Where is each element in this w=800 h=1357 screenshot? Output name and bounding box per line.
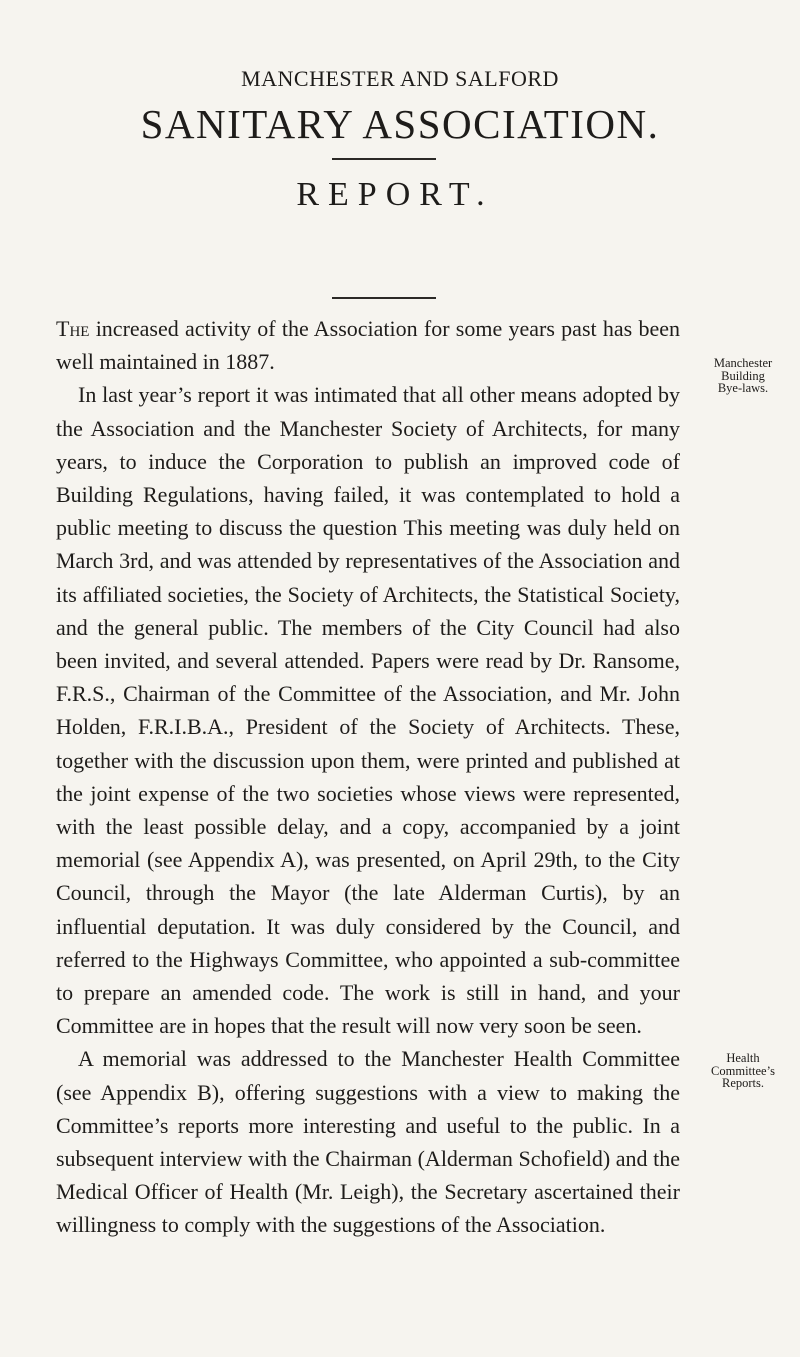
association-name-line2: SANITARY ASSOCIATION. — [140, 101, 660, 147]
margin-note-line: Manchester — [713, 356, 773, 370]
divider-rule-top — [332, 158, 436, 160]
margin-note-building-bye-laws — [690, 357, 796, 395]
margin-note-line: Health — [726, 1051, 760, 1065]
paragraph-1 — [56, 312, 680, 378]
paragraph-2: In last year’s report it was intimated that all other means adopted by the Association and the Manchester Society of Architects, for many years, to induce the Corporation to publish an improved code of Building Regulations, having failed, it was contemplated to hold a public meeting to discuss the question This meeting was duly held on March 3rd, and was attended by representatives of the Association and its affiliated societies, the Society of Architects, the Statistical Society, and the general public. The members of the City Council had also been invited, and several attended. Papers were read by Dr. Ransome, F.R.S., Chairman of the Committee of the Association, and Mr. John Holden, F.R.I.B.A., President of the Society of Architects. These, together with the discussion upon them, were printed and published at the joint expense of the two societies whose views were represented, with the least possible delay, and a copy, accompanied by a joint memorial (see Appendix A), was presented, on April 29th, to the City Council, through the Mayor (the late Alderman Curtis), by an influential deputation. It was duly considered by the Council, and referred to the Highways Committee, who appointed a sub-committee to prepare an amended code. The work is still in hand, and your Committee are in hopes that the result will now very soon be seen. — [56, 382, 680, 1039]
margin-note-health-reports — [690, 1052, 796, 1090]
margin-note-line: Building — [721, 368, 765, 383]
divider-rule-bottom — [332, 297, 436, 299]
paragraph-3: A memorial was addressed to the Manchester Health Committee (see Appendix B), offering suggestions with a view to making the Committee’s reports more interesting and useful to the public. In a subsequent interview with the Chairman (Alderman Schofield) and the Medical Officer of Health (Mr. Leigh), the Secretary ascertained their willingness to comply with the suggestions of the Association. — [56, 1046, 680, 1238]
paragraph-1-text: increased activity of the Association for some years past has been well maintained in 1887. — [56, 316, 680, 375]
report-body — [56, 312, 680, 1242]
association-name-line1: MANCHESTER AND SALFORD — [241, 66, 559, 91]
margin-note-line: Committee’s — [711, 1063, 775, 1078]
report-title: REPORT. — [296, 176, 494, 213]
margin-note-line: Bye-laws. — [717, 381, 769, 395]
paragraph-1-lead: The — [56, 316, 90, 341]
margin-note-line: Reports. — [721, 1076, 764, 1090]
